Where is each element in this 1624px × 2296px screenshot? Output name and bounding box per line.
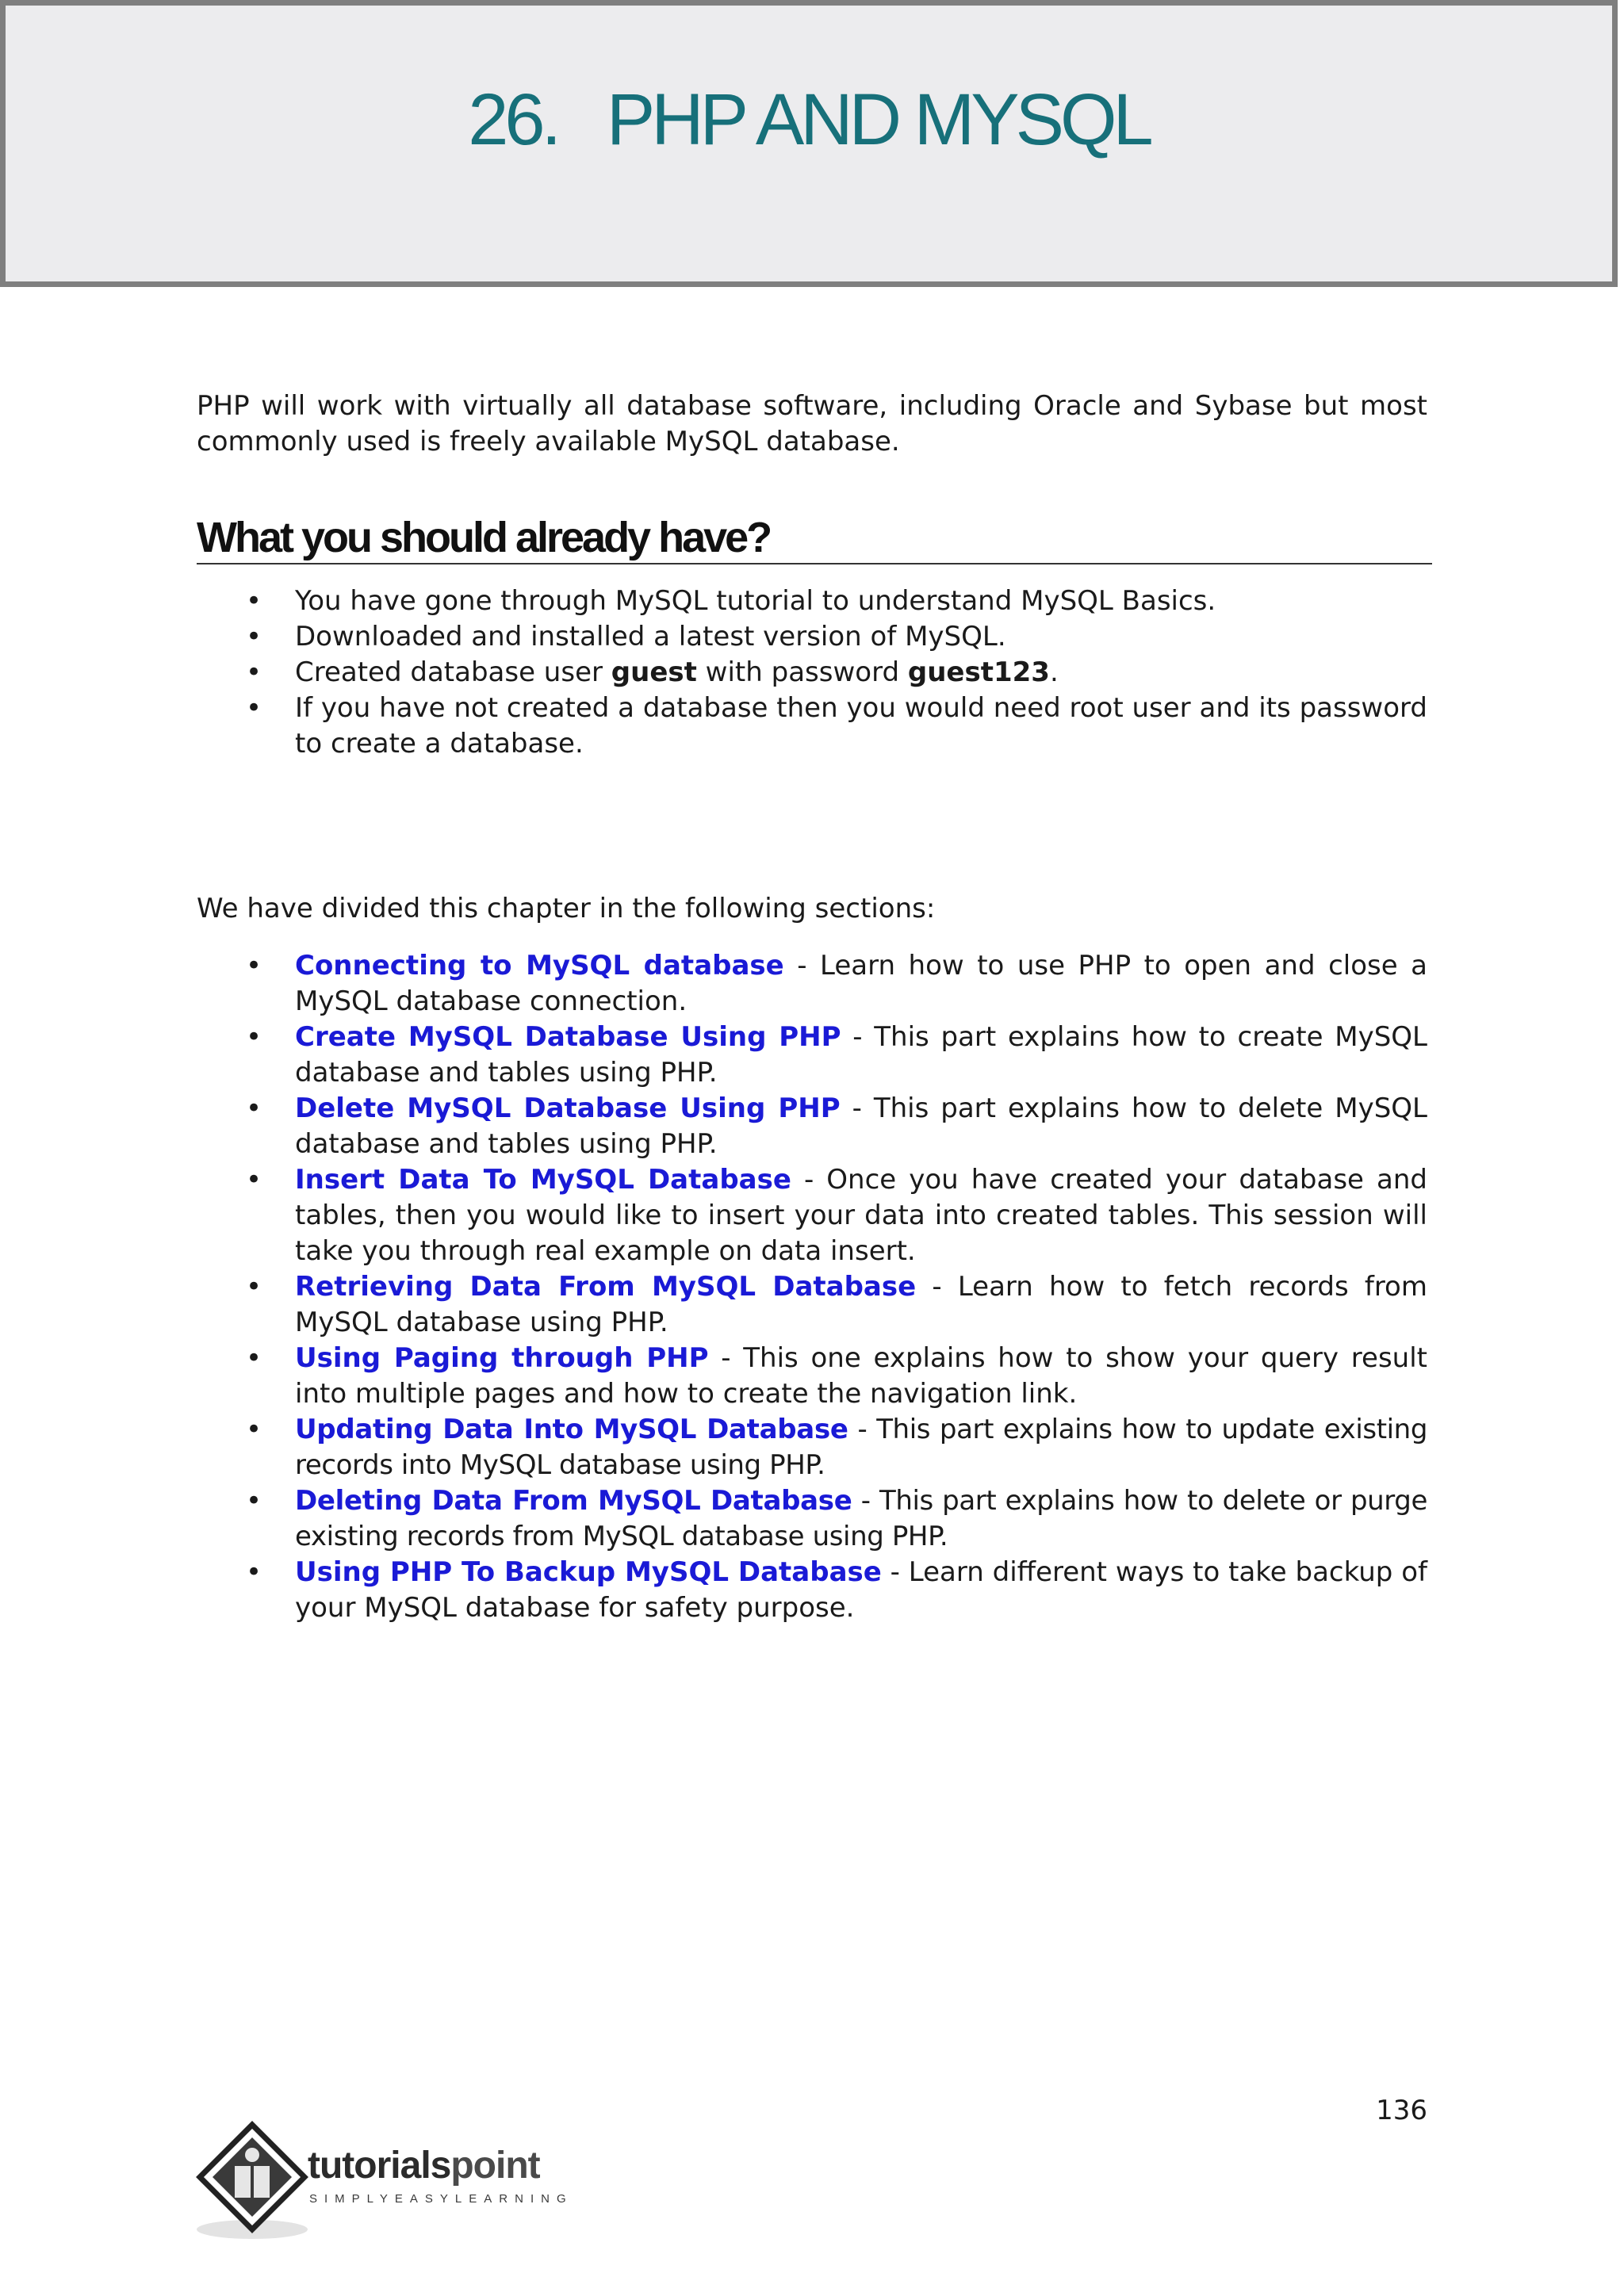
- bullet-icon: •: [246, 1093, 262, 1124]
- section-description: - Learn how to fetch records from MySQL database using PHP.: [295, 1271, 1427, 1338]
- section-list-item: [197, 1162, 1427, 1269]
- section-list-item: [197, 1091, 1427, 1162]
- logo-word-accent: point: [450, 2145, 540, 2187]
- bullet-icon: •: [246, 1556, 262, 1588]
- logo-wordmark: [308, 2147, 540, 2185]
- section-list-item: [197, 1020, 1427, 1091]
- list-item: [197, 691, 1427, 762]
- section-description: - This part explains how to update existing records into MySQL database using PHP.: [295, 1414, 1427, 1481]
- link-deleting-data[interactable]: Deleting Data From MySQL Database: [295, 1485, 852, 1517]
- section-description: - This one explains how to show your query result into multiple pages and how to create the navigation link.: [295, 1342, 1427, 1410]
- section-list-item: [197, 1269, 1427, 1341]
- sections-intro: We have divided this chapter in the following sections:: [197, 893, 936, 924]
- sections-list: [197, 948, 1427, 1626]
- bullet-icon: •: [246, 1271, 262, 1303]
- section-list-item: [197, 1483, 1427, 1555]
- section-heading: What you should already have?: [197, 512, 1432, 564]
- link-retrieving-data[interactable]: Retrieving Data From MySQL Database: [295, 1271, 917, 1303]
- link-updating-data[interactable]: Updating Data Into MySQL Database: [295, 1414, 848, 1445]
- section-description: - This part explains how to create MySQL database and tables using PHP.: [295, 1021, 1427, 1089]
- list-item: [197, 655, 1427, 691]
- section-list-item: [197, 1341, 1427, 1412]
- logo-tagline: SIMPLYEASYLEARNING: [309, 2192, 573, 2206]
- bullet-icon: •: [246, 621, 262, 652]
- section-description: - Once you have created your database and tables, then you would like to insert your data into created tables. This session will take you through real example on data insert.: [295, 1164, 1427, 1267]
- section-list-item: [197, 948, 1427, 1020]
- list-item-text: Downloaded and installed a latest version of MySQL.: [295, 621, 1006, 652]
- bullet-icon: •: [246, 1414, 262, 1445]
- password-value: guest123: [907, 656, 1050, 688]
- link-create-database[interactable]: Create MySQL Database Using PHP: [295, 1021, 841, 1053]
- bullet-icon: •: [246, 950, 262, 982]
- bullet-icon: •: [246, 1485, 262, 1517]
- list-item-text: You have gone through MySQL tutorial to understand MySQL Basics.: [295, 585, 1216, 617]
- link-connecting[interactable]: Connecting to MySQL database: [295, 950, 784, 982]
- logo-diamond-icon: [193, 2118, 312, 2245]
- intro-paragraph: PHP will work with virtually all database software, including Oracle and Sybase but most commonly used is freely available MySQL database.: [197, 390, 1427, 457]
- bullet-icon: •: [246, 692, 262, 724]
- section-description: - This part explains how to delete MySQL database and tables using PHP.: [295, 1093, 1427, 1160]
- tutorialspoint-logo: [193, 2118, 606, 2245]
- list-item-text: If you have not created a database then you would need root user and its password to create a database.: [295, 692, 1427, 760]
- link-backup-database[interactable]: Using PHP To Backup MySQL Database: [295, 1556, 882, 1588]
- bullet-icon: •: [246, 1164, 262, 1196]
- section-description: - Learn different ways to take backup of your MySQL database for safety purpose.: [295, 1556, 1427, 1624]
- list-item-text: .: [1049, 656, 1059, 688]
- section-list-item: [197, 1555, 1427, 1626]
- section-list-item: [197, 1412, 1427, 1483]
- prerequisites-list: [197, 584, 1427, 762]
- page-number: 136: [1376, 2095, 1427, 2126]
- chapter-title: 26. PHP AND MYSQL: [468, 79, 1150, 160]
- username-value: guest: [611, 656, 697, 688]
- bullet-icon: •: [246, 585, 262, 617]
- chapter-header: [0, 0, 1618, 287]
- link-insert-data[interactable]: Insert Data To MySQL Database: [295, 1164, 791, 1196]
- bullet-icon: •: [246, 656, 262, 688]
- link-delete-database[interactable]: Delete MySQL Database Using PHP: [295, 1093, 841, 1124]
- list-item: [197, 584, 1427, 619]
- list-item-text: Created database user: [295, 656, 611, 688]
- section-description: - This part explains how to delete or purge existing records from MySQL database using PHP.: [295, 1485, 1427, 1552]
- link-paging[interactable]: Using Paging through PHP: [295, 1342, 709, 1374]
- list-item-text: with password: [696, 656, 908, 688]
- logo-word-main: tutorials: [308, 2145, 451, 2187]
- bullet-icon: •: [246, 1342, 262, 1374]
- section-description: - Learn how to use PHP to open and close a MySQL database connection.: [295, 950, 1427, 1017]
- bullet-icon: •: [246, 1021, 262, 1053]
- list-item: [197, 619, 1427, 655]
